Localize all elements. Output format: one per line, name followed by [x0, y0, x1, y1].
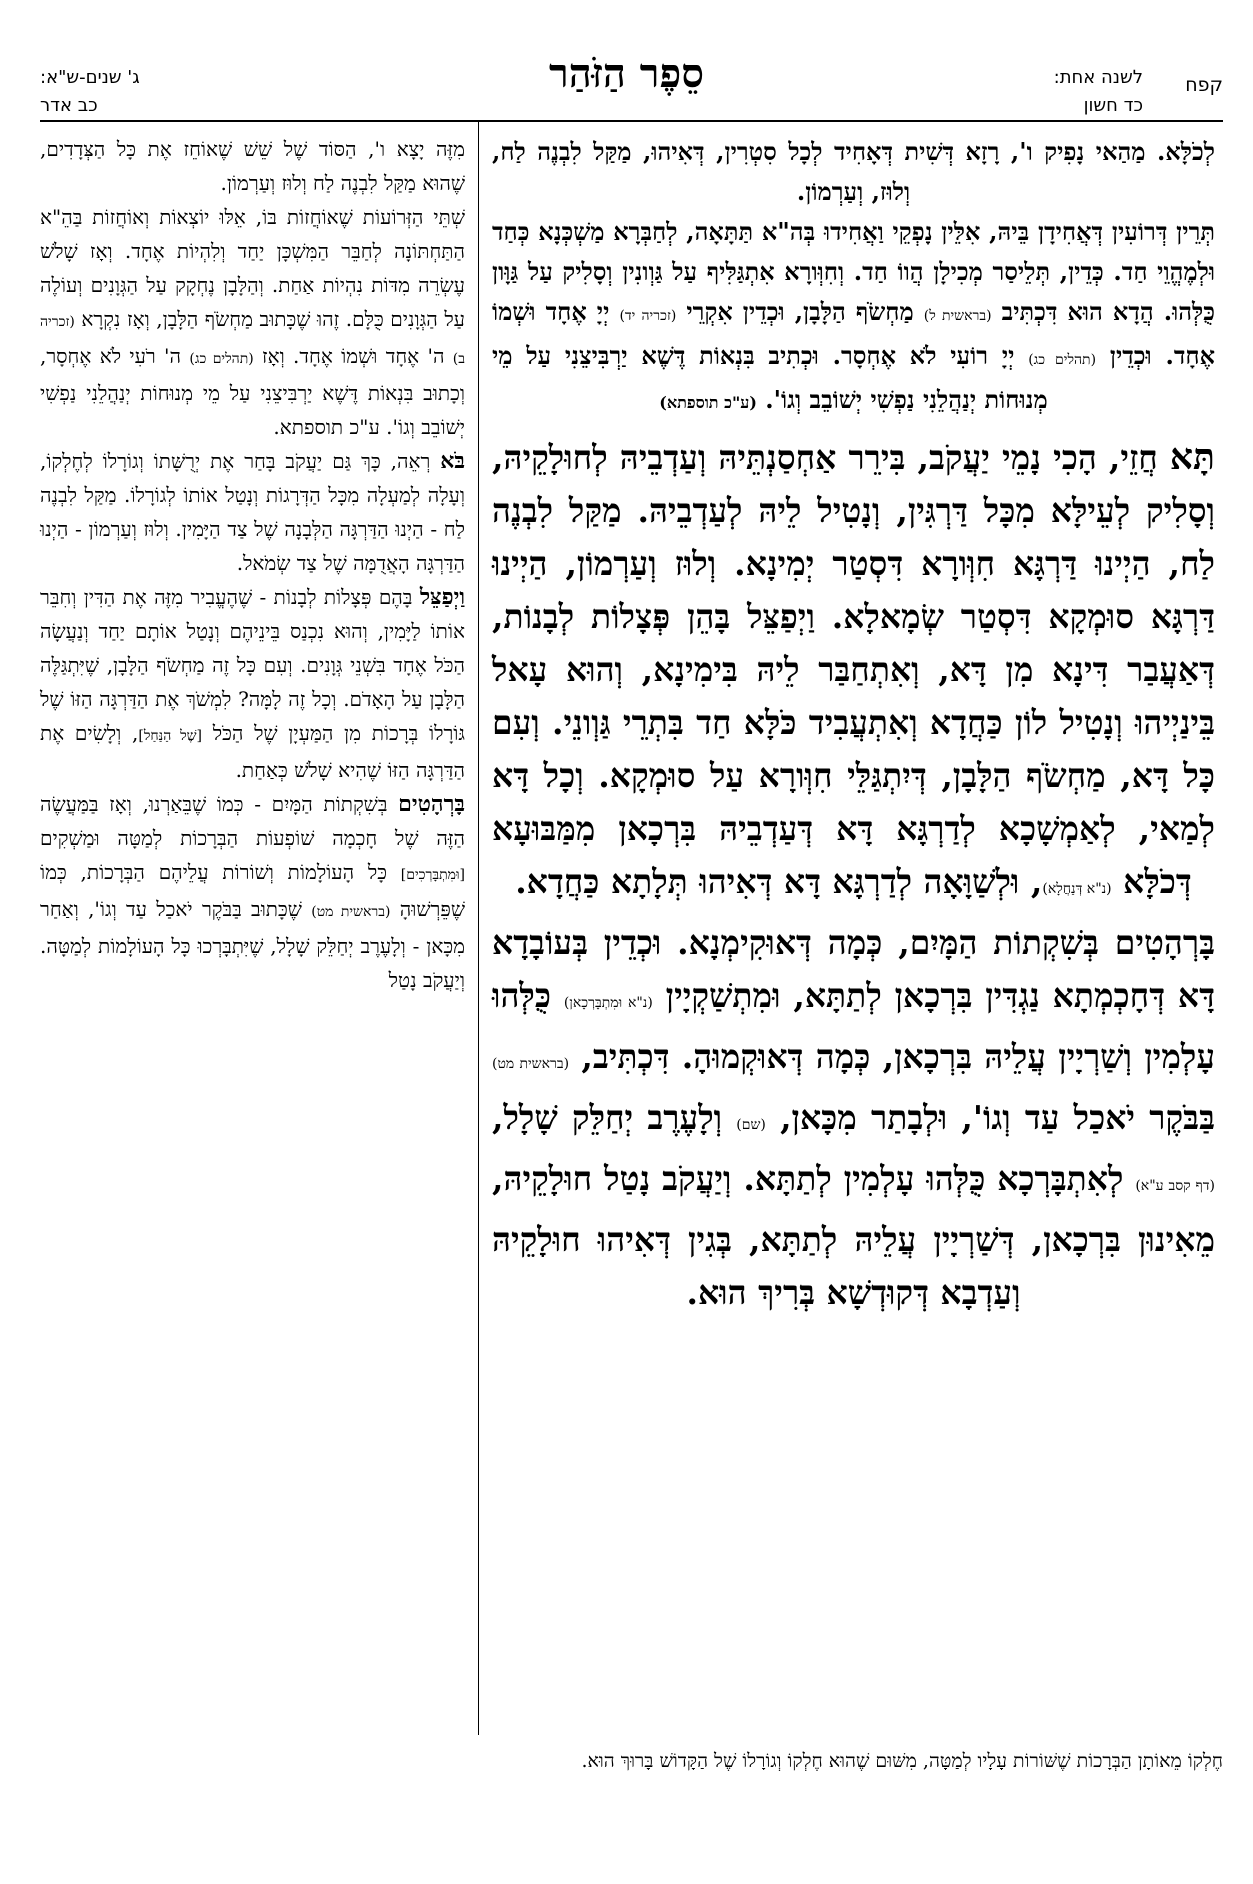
variant-note: (נ"א וּמִתְבָּרְכָאן) [563, 995, 653, 1011]
three-year-cycle-block [40, 64, 140, 120]
citation: (תהלים כג) [189, 351, 254, 367]
variant-note: [שֶׁל הַנַּחַל] [138, 728, 202, 744]
zohar-paragraph-1: תָּא חֲזֵי, הָכִי נָמֵי יַעֲקֹב, בִּירֵר אַחְסַנְתֵּיהּ וְעַדְבֵיהּ לְחוּלָקֵיהּ, וְסָלִיק לְעֵילָּא מִכָּל דַּרְגִּין, וְנָטִיל לֵיהּ לְעַדְבֵיהּ. מַקַּל לִבְנֶה לַח, הַיְינוּ דַּרְגָּא חִוְּורָא דִּסְטַר יְמִינָא. וְלוּז וְעַרְמוֹן, הַיְינוּ דַּרְגָּא סוּמְקָא דִּסְטַר שְׂמָאלָא. וַיְפַצֵּל בָּהֵן פְּצָלוֹת לְבָנוֹת, דְּאַעֲבַר דִּינָא מִן דָּא, וְאִתְחַבַּר לֵיהּ בִּימִינָא, וְהוּא עָאל בֵּינַיְיהוּ וְנָטִיל לוֹן כַּחֲדָא וְאִתְעֲבִיד כֹּלָּא חַד בִּתְרֵי גַּוְונֵי. וְעִם כָּל דָּא, מַחְשֹׂף הַלָּבָן, דְּיִתְגַּלֵּי חִוְּורָא עַל סוּמְקָא. וְכָל דָּא לְמַאי, לְאַמְשָׁכָא לְדַרְגָּא דָּא דְּעַדְבֵיהּ בִּרְכָאן מִמַּבּוּעָא דְּכֹלָּא (נ"א דְּנַחֲלָא), וּלְשַׁוָּאָה לְדַרְגָּא דָּא דְּאִיהוּ תְּלָתָא כַּחֲדָא. [492, 436, 1215, 901]
three-year-cycle-label: ג' שנים-ש"א: [40, 67, 140, 88]
opening-word: בָּרְהָטִים [398, 791, 465, 817]
translation-column [40, 132, 465, 997]
citation: (בראשית מט) [492, 1056, 570, 1072]
page-number: קפח [1185, 74, 1223, 96]
citation: (זכריה ב) [40, 314, 466, 367]
opening-word: בֹּא [440, 448, 466, 474]
translation-paragraph-1: מִזֶּה יָצָא ו', הַסּוֹד שֶׁל שֵׁשׁ שֶׁאוֹחֵז אֶת כָּל הַצְּדָדִים, שֶׁהוּא מַקַּל לִבְנֶה לַח וְלוּז וְעַרְמוֹן. [40, 137, 465, 195]
zohar-paragraph-2: בָּרְהָטִים בְּשִׁקְתוֹת הַמָּיִם, כְּמָה דְּאוּקִימְנָא. וּכְדֵין בְּעוֹבָדָא דָּא דְּחָכְמְתָא נַגְדִּין בִּרְכָאן לְתַתָּא, וּמִתְשַׁקְיָין (נ"א וּמִתְבָּרְכָאן) כֻּלְּהוּ עָלְמִין וְשַׁרְיָין עֲלֵיהּ בִּרְכָאן, כְּמָה דְּאוּקְמוּהָ. דִּכְתִּיב, (בראשית מט) בַּבֹּקֶר יֹאכַל עַד וְגוֹ', וּלְבָתַר מִכָּאן, (שם) וְלָעֶרֶב יְחַלֵּק שָׁלָל, (דף קסב ע"א) לְאִתְבָּרְכָא כֻּלְּהוּ עָלְמִין לְתַתָּא. וְיַעֲקֹב נָטַל חוּלָקֵיהּ, מֵאִינוּן בִּרְכָאן, דְּשַׁרְיָין עֲלֵיהּ לְתַתָּא, בְּגִין דְּאִיהוּ חוּלָקֵיהּ וְעַדְבָא דְּקוּדְשָׁא בְּרִיךְ הוּא. [492, 923, 1215, 1312]
book-title: סֵפֶר הַזֹּהַר [549, 50, 704, 97]
three-year-cycle-date: כב אדר [40, 95, 98, 116]
variant-note: (נ"א דְּנַחֲלָא) [1042, 881, 1112, 897]
opening-word: תָּא [1169, 436, 1215, 478]
tosefta-paragraph-1: לְכֹלָּא. מַהַאי נָפִיק ו', רָזָא דְּשִׁית דְּאָחִיד לְכָל סִטְרִין, דְּאִיהוּ, מַקַּל לִבְנֶה לַח, וְלוּז, וְעַרְמוֹן. [492, 137, 1215, 206]
translation-paragraph-4: וַיְפַצֵּל בָּהֶם פְּצָלוֹת לְבָנוֹת - שֶׁהֶעֱבִיר מִזֶּה אֶת הַדִּין וְחִבֵּר אוֹתוֹ לַיָּמִין, וְהוּא נִכְנַס בֵּינֵיהֶם וְנָטַל אוֹתָם יַחַד וְנַעֲשָׂה הַכֹּל אֶחָד בִּשְׁנֵי גְּוָנִים. וְעִם כָּל זֶה מַחְשֹׂף הַלָּבָן, שֶׁיִּתְגַּלֶּה הַלָּבָן עַל הָאָדֹם. וְכָל זֶה לָמָּה? לִמְשֹׁךְ אֶת הַדַּרְגָּה הַזּוֹ שֶׁל גּוֹרָלוֹ בְּרָכוֹת מִן הַמַּעְיָן שֶׁל הַכֹּל [שֶׁל הַנַּחַל], וְלָשִׂים אֶת הַדַּרְגָּה הַזּוֹ שֶׁהִיא שָׁלֹשׁ כְּאַחַת. [40, 584, 466, 782]
citation: (שם) [736, 1117, 766, 1133]
main-column [492, 132, 1215, 1319]
translation-paragraph-5: בָּרְהָטִים בְּשִׁקְתוֹת הַמָּיִם - כְּמוֹ שֶׁבֵּאַרְנוּ, וְאָז בַּמַּעֲשֶׂה הַזֶּה שֶׁל חָכְמָה שׁוֹפְעוֹת הַבְּרָכוֹת לְמַטָּה וּמַשְׁקִים [וּמִתְבָּרְכִים] כָּל הָעוֹלָמוֹת וְשׁוֹרוֹת עֲלֵיהֶם הַבְּרָכוֹת, כְּמוֹ שֶׁפֵּרְשׁוּהָ (בראשית מט) שֶׁכָּתוּב בַּבֹּקֶר יֹאכַל עַד וְגוֹ', וְאַחַר מִכָּאן - וְלָעֶרֶב יְחַלֵּק שָׁלָל, שֶׁיִּתְבָּרְכוּ כָּל הָעוֹלָמוֹת לְמַטָּה. וְיַעֲקֹב נָטַל [40, 791, 466, 992]
translation-paragraph-3: בֹּא רְאֵה, כָּךְ גַּם יַעֲקֹב בָּחַר אֶת יְרֻשָּׁתוֹ וְגוֹרָלוֹ לְחֶלְקוֹ, וְעָלָה לְמַעְלָה מִכָּל הַדְּרָגוֹת וְנָטַל אוֹתוֹ לְגוֹרָלוֹ. מַקַּל לִבְנֶה לַח - הַיְנוּ הַדַּרְגָּה הַלְּבָנָה שֶׁל צַד הַיָּמִין. וְלוּז וְעַרְמוֹן - הַיְנוּ הַדַּרְגָּה הָאֲדֻמָּה שֶׁל צַד שְׂמֹאל. [40, 448, 466, 575]
yearly-cycle-label: לשנה אחת: [1053, 67, 1143, 88]
citation-end-tosefta: (ע"כ תוספתא) [659, 393, 757, 412]
continuation-line: חֶלְקוֹ מֵאוֹתָן הַבְּרָכוֹת שֶׁשּׁוֹרוֹת עָלָיו לְמַטָּה, מִשּׁוּם שֶׁהוּא חֶלְקוֹ וְגוֹרָלוֹ שֶׁל הַקָּדוֹשׁ בָּרוּךְ הוּא. [581, 1750, 1223, 1772]
translation-paragraph-2: שְׁתֵּי הַזְּרוֹעוֹת שֶׁאוֹחֲזוֹת בּוֹ, אֵלּוּ יוֹצְאוֹת וְאוֹחֲזוֹת בַּהֵ"א הַתַּחְתּוֹנָה לְחַבֵּר הַמִּשְׁכָּן יַחַד וְלִהְיוֹת אֶחָד. וְאָז שָׁלֹשׁ עֶשְׂרֵה מִדּוֹת נִהְיוֹת אַחַת. וְהַלָּבָן נֶחְקָק עַל הַגְּוָנִים וְעוֹלֶה עַל הַגְּוָנִים כֻּלָּם. זֶהוּ שֶׁכָּתוּב מַחְשֹׂף הַלָּבָן, וְאָז נִקְרָא (זכריה ב) ה' אֶחָד וּשְׁמוֹ אֶחָד. וְאָז (תהלים כג) ה' רֹעִי לֹא אֶחְסָר, וְכָתוּב בִּנְאוֹת דֶּשֶׁא יַרְבִּיצֵנִי עַל מֵי מְנוּחוֹת יְנַהֲלֵנִי נַפְשִׁי יְשׁוֹבֵב וְגוֹ'. ע"כ תוספתא. [40, 205, 466, 439]
tosefta-paragraph-2: תְּרֵין דְּרוֹעִין דְּאֲחִידָן בֵּיהּ, אִלֵּין נָפְקֵי וַאֲחִידוּ בְּה"א תַּתָּאָה, לְחַבְּרָא מַשְׁכְּנָא כְּחַד וּלְמֶהֱוֵי חַד. כְּדֵין, תְּלֵיסַר מְכִילָן הֲווֹ חַד. וְחִוְּורָא אִתְגַּלִּיף עַל גַּוְונִין וְסָלִיק עַל גַּוָּון כֻּלְּהוּ. הֲדָא הוּא דִּכְתִּיב (בראשית ל) מַחְשֹׂף הַלָּבָן, וּכְדֵין אִקְרֵי (זכריה יד) יְיָ אֶחָד וּשְׁמוֹ אֶחָד. וּכְדֵין (תהלים כג) יְיָ רוֹעִי לֹא אֶחְסָר. וּכְתִיב בִּנְאוֹת דֶּשֶׁא יַרְבִּיצֵנִי עַל מֵי מְנוּחוֹת יְנַהֲלֵנִי נַפְשִׁי יְשׁוֹבֵב וְגוֹ'. (ע"כ תוספתא) [492, 217, 1216, 414]
header-divider [40, 120, 1223, 122]
folio-marker: (דף קסב ע"א) [1135, 1178, 1215, 1194]
citation: (בראשית ל) [923, 308, 992, 324]
zohar-passage [492, 431, 1215, 1319]
opening-word: וַיְפַצֵּל [419, 584, 466, 610]
tosefta-passage [492, 132, 1215, 423]
column-divider [478, 120, 479, 1735]
citation: (תהלים כג) [1028, 352, 1097, 368]
yearly-cycle-date: כד חשון [1083, 95, 1143, 116]
citation: (זכריה יד) [619, 308, 677, 324]
citation: (בראשית מט) [311, 904, 391, 920]
variant-note: [וּמִתְבָּרְכִים] [400, 867, 465, 883]
